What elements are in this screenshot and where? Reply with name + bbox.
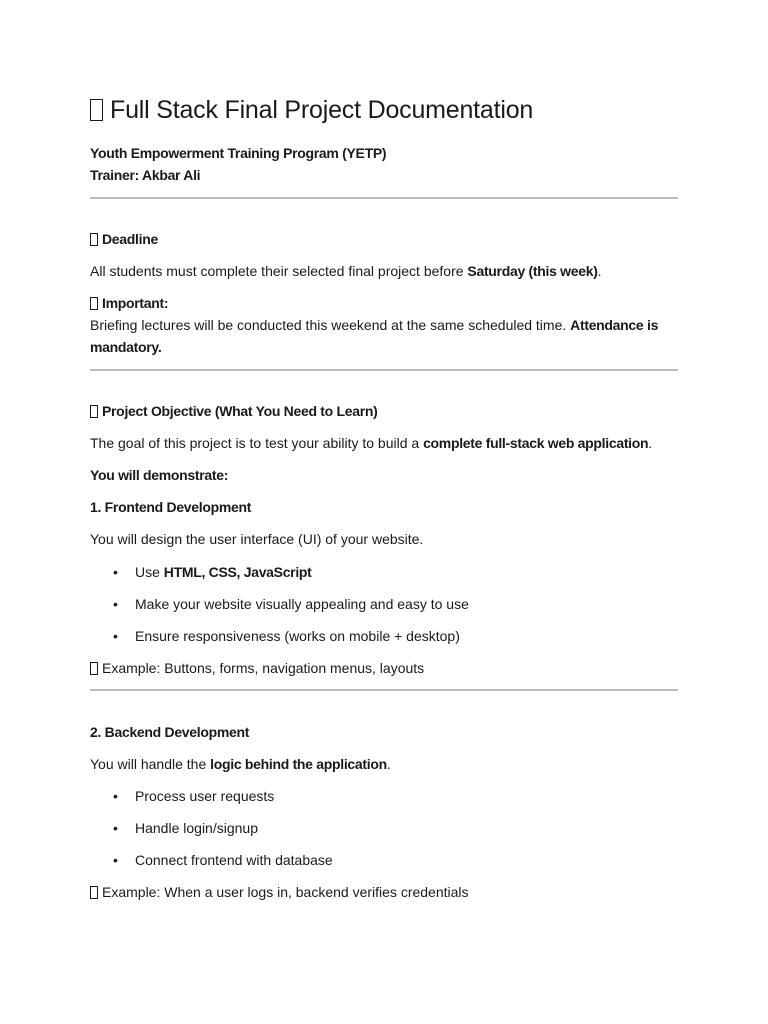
backend-emphasis: logic behind the application — [210, 756, 387, 772]
deadline-date: Saturday (this week) — [467, 263, 598, 279]
page-title-text: Full Stack Final Project Documentation — [110, 96, 534, 124]
objective-goal — [90, 433, 652, 453]
page-title — [90, 94, 533, 126]
important-heading-text: Important: — [102, 295, 169, 311]
objective-heading-text: Project Objective (What You Need to Learn) — [102, 403, 378, 419]
attendance-note: Attendance is — [570, 317, 659, 333]
missing-glyph-icon — [90, 99, 103, 121]
goal-text-end: . — [648, 435, 653, 451]
demonstrate-label: You will demonstrate: — [90, 467, 229, 483]
backend-intro-end: . — [386, 756, 391, 772]
missing-glyph-icon — [90, 405, 98, 418]
goal-emphasis: complete full-stack web application — [423, 435, 649, 451]
backend-heading: 2. Backend Development — [90, 724, 250, 740]
deadline-heading-text: Deadline — [102, 231, 158, 247]
backend-example-text: Example: When a user logs in, backend verifies credentials — [102, 884, 469, 900]
list-item-text: Make your website visually appealing and easy to use — [135, 596, 469, 612]
deadline-text-end: . — [597, 263, 602, 279]
list-item-text: Connect frontend with database — [135, 852, 333, 868]
divider — [90, 369, 678, 371]
divider — [90, 689, 678, 691]
objective-heading — [90, 401, 378, 421]
list-item-text: Ensure responsiveness (works on mobile + desktop) — [135, 628, 460, 644]
bullet: • — [113, 596, 118, 612]
trainer-name: Trainer: Akbar Ali — [90, 167, 201, 183]
backend-example — [90, 882, 469, 902]
list-item-text: Handle login/signup — [135, 820, 258, 836]
list-item-text-start: Use — [135, 564, 164, 580]
missing-glyph-icon — [90, 662, 98, 675]
program-name: Youth Empowerment Training Program (YETP) — [90, 145, 387, 161]
divider — [90, 197, 678, 199]
mandatory-note: mandatory. — [90, 339, 162, 355]
backend-intro — [90, 754, 391, 774]
tech-stack: HTML, CSS, JavaScript — [163, 564, 312, 580]
bullet: • — [113, 628, 118, 644]
deadline-text-start: All students must complete their selected final project before — [90, 263, 468, 279]
missing-glyph-icon — [90, 297, 98, 310]
backend-intro-start: You will handle the — [90, 756, 211, 772]
important-text-start: Briefing lectures will be conducted this weekend at the same scheduled time. — [90, 317, 571, 333]
missing-glyph-icon — [90, 233, 98, 246]
list-item-text: Process user requests — [135, 788, 275, 804]
bullet: • — [113, 852, 118, 868]
deadline-heading — [90, 229, 158, 249]
goal-text-start: The goal of this project is to test your ability to build a — [90, 435, 424, 451]
frontend-example — [90, 658, 424, 678]
important-heading — [90, 293, 168, 313]
bullet: • — [113, 820, 118, 836]
frontend-intro: You will design the user interface (UI) of your website. — [90, 531, 424, 547]
deadline-text — [90, 261, 601, 281]
important-text — [90, 315, 658, 335]
bullet: • — [113, 564, 118, 580]
missing-glyph-icon — [90, 886, 98, 899]
frontend-heading: 1. Frontend Development — [90, 499, 252, 515]
list-item-text — [135, 562, 312, 582]
frontend-example-text: Example: Buttons, forms, navigation menus, layouts — [102, 660, 425, 676]
bullet: • — [113, 788, 118, 804]
